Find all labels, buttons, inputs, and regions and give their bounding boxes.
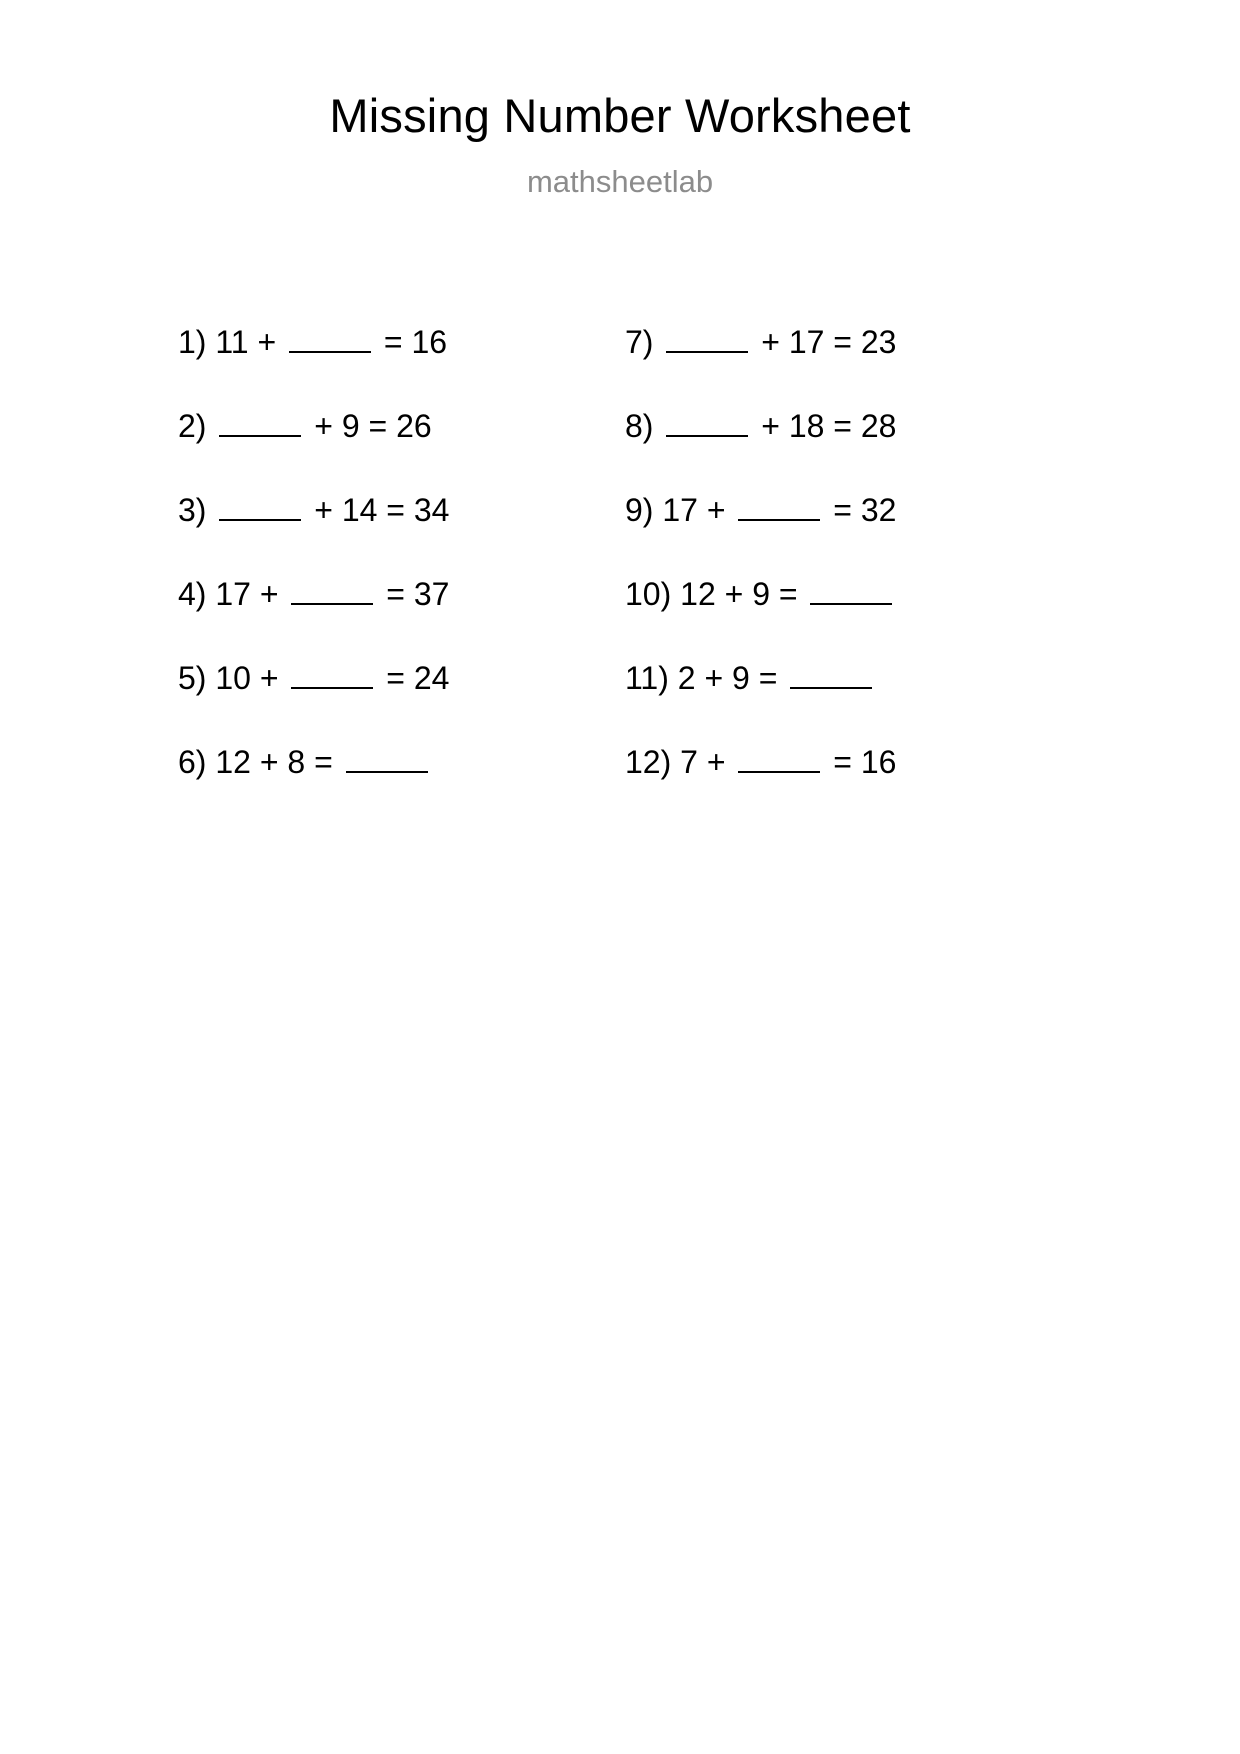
problem-expression-pre: 12 + 9 =: [680, 576, 798, 612]
answer-blank[interactable]: [738, 497, 820, 521]
problem-number: 10): [625, 576, 672, 612]
problem-number: 12): [625, 744, 672, 780]
problem-expression-post: = 16: [383, 324, 448, 360]
problem-expression-pre: 2 + 9 =: [677, 660, 778, 696]
problem-number: 7): [625, 324, 654, 360]
answer-blank[interactable]: [291, 581, 373, 605]
problem-expression-post: + 17 = 23: [761, 324, 897, 360]
problem-expression-pre: 10 +: [215, 660, 279, 696]
problem-item: [178, 384, 598, 468]
problem-item: [178, 468, 598, 552]
problem-number: 11): [625, 660, 669, 696]
problem-item: [625, 384, 1045, 468]
problem-number: 3): [178, 492, 207, 528]
answer-blank[interactable]: [219, 497, 301, 521]
problem-expression-pre: 12 + 8 =: [215, 744, 333, 780]
problem-item: [625, 300, 1045, 384]
problem-item: [178, 300, 598, 384]
problem-column-right: [625, 300, 1045, 804]
answer-blank[interactable]: [289, 329, 371, 353]
problem-expression-pre: 7 +: [680, 744, 726, 780]
problem-item: [625, 720, 1045, 804]
problem-expression-pre: 17 +: [215, 576, 279, 612]
problem-number: 4): [178, 576, 207, 612]
problem-item: [178, 720, 598, 804]
answer-blank[interactable]: [810, 581, 892, 605]
page-title: Missing Number Worksheet: [329, 89, 911, 142]
problem-item: [625, 552, 1045, 636]
answer-blank[interactable]: [346, 749, 428, 773]
problem-item: [625, 468, 1045, 552]
problem-column-left: [178, 300, 598, 804]
problem-expression-post: + 14 = 34: [314, 492, 450, 528]
problem-expression-pre: 11 +: [215, 324, 277, 360]
problem-number: 8): [625, 408, 654, 444]
problem-expression-post: = 16: [833, 744, 897, 780]
problem-expression-post: = 32: [833, 492, 897, 528]
answer-blank[interactable]: [291, 665, 373, 689]
problem-expression-post: + 9 = 26: [314, 408, 432, 444]
problem-expression-pre: 17 +: [662, 492, 726, 528]
problem-expression-post: + 18 = 28: [761, 408, 897, 444]
problem-number: 6): [178, 744, 207, 780]
problem-number: 1): [178, 324, 207, 360]
answer-blank[interactable]: [219, 413, 301, 437]
problem-expression-post: = 24: [386, 660, 450, 696]
answer-blank[interactable]: [790, 665, 872, 689]
answer-blank[interactable]: [666, 329, 748, 353]
problem-expression-post: = 37: [386, 576, 450, 612]
problem-number: 9): [625, 492, 654, 528]
problem-item: [178, 552, 598, 636]
answer-blank[interactable]: [666, 413, 748, 437]
answer-blank[interactable]: [738, 749, 820, 773]
problem-item: [625, 636, 1045, 720]
problem-item: [178, 636, 598, 720]
problem-number: 5): [178, 660, 207, 696]
page-subtitle: mathsheetlab: [526, 164, 714, 199]
problem-number: 2): [178, 408, 207, 444]
